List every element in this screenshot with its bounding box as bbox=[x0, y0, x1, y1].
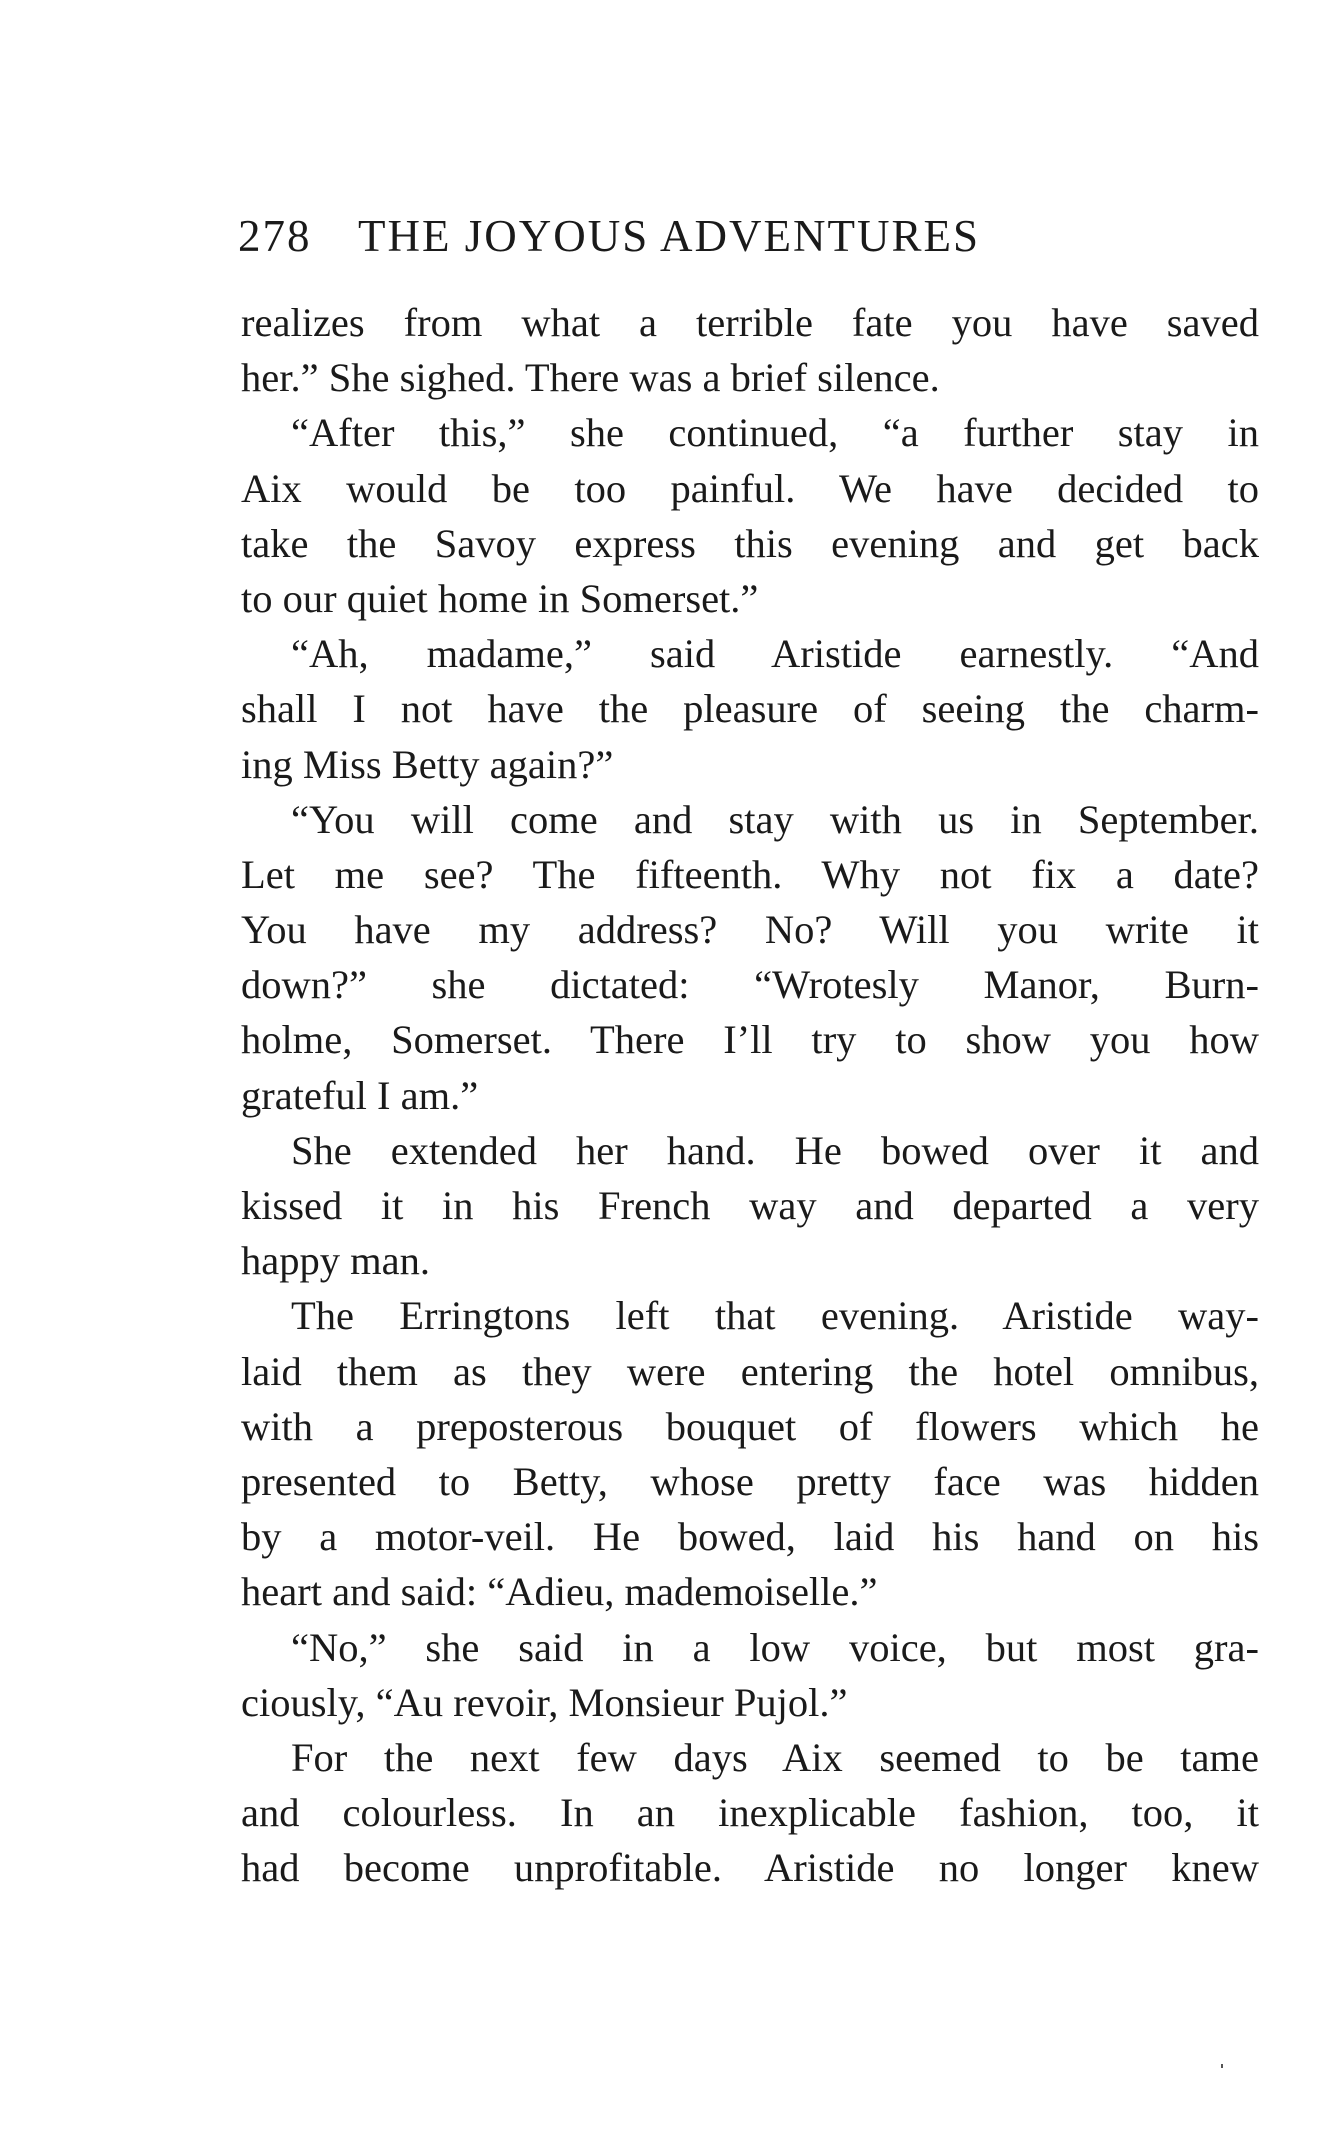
text-line: You have my address? No? Will you write it bbox=[241, 907, 1259, 953]
print-speck bbox=[1221, 2064, 1223, 2068]
text-line: shall I not have the pleasure of seeing the charm- bbox=[241, 686, 1259, 732]
text-line: and colourless. In an inexplicable fashion, too, it bbox=[241, 1790, 1259, 1836]
page-number: 278 bbox=[238, 211, 312, 261]
text-line: her.” She sighed. There was a brief silence. bbox=[241, 355, 940, 401]
text-line: “You will come and stay with us in September. bbox=[291, 796, 1259, 842]
text-line: The Erringtons left that evening. Aristide way- bbox=[291, 1293, 1259, 1339]
text-line: to our quiet home in Somerset.” bbox=[241, 575, 759, 621]
text-line: “After this,” she continued, “a further stay in bbox=[291, 410, 1259, 456]
text-line: grateful I am.” bbox=[241, 1072, 479, 1118]
text-line: Aix would be too painful. We have decided to bbox=[241, 465, 1259, 511]
text-line: had become unprofitable. Aristide no longer knew bbox=[241, 1845, 1259, 1891]
text-line: heart and said: “Adieu, mademoiselle.” bbox=[241, 1569, 878, 1615]
page-header bbox=[238, 206, 1258, 266]
text-line: ciously, “Au revoir, Monsieur Pujol.” bbox=[241, 1679, 848, 1725]
text-line: take the Savoy express this evening and get back bbox=[241, 520, 1259, 566]
text-line: ing Miss Betty again?” bbox=[241, 741, 614, 787]
text-line: presented to Betty, whose pretty face was hidden bbox=[241, 1458, 1259, 1504]
text-line: happy man. bbox=[241, 1238, 430, 1284]
text-line: laid them as they were entering the hotel omnibus, bbox=[241, 1348, 1259, 1394]
text-line: Let me see? The fifteenth. Why not fix a date? bbox=[241, 851, 1259, 897]
text-line: holme, Somerset. There I’ll try to show you how bbox=[241, 1017, 1259, 1063]
text-line: with a preposterous bouquet of flowers which he bbox=[241, 1403, 1259, 1449]
text-line: “Ah, madame,” said Aristide earnestly. “And bbox=[291, 631, 1259, 677]
text-line: She extended her hand. He bowed over it and bbox=[291, 1127, 1259, 1173]
text-line: down?” she dictated: “Wrotesly Manor, Burn- bbox=[241, 962, 1259, 1008]
body-text bbox=[241, 295, 1259, 1895]
text-line: For the next few days Aix seemed to be tame bbox=[291, 1734, 1259, 1780]
running-title: THE JOYOUS ADVENTURES bbox=[358, 211, 981, 261]
text-line: “No,” she said in a low voice, but most gra- bbox=[291, 1624, 1259, 1670]
text-line: kissed it in his French way and departed a very bbox=[241, 1183, 1259, 1228]
text-line: by a motor-veil. He bowed, laid his hand on his bbox=[241, 1514, 1259, 1560]
text-line: realizes from what a terrible fate you have saved bbox=[241, 300, 1259, 345]
